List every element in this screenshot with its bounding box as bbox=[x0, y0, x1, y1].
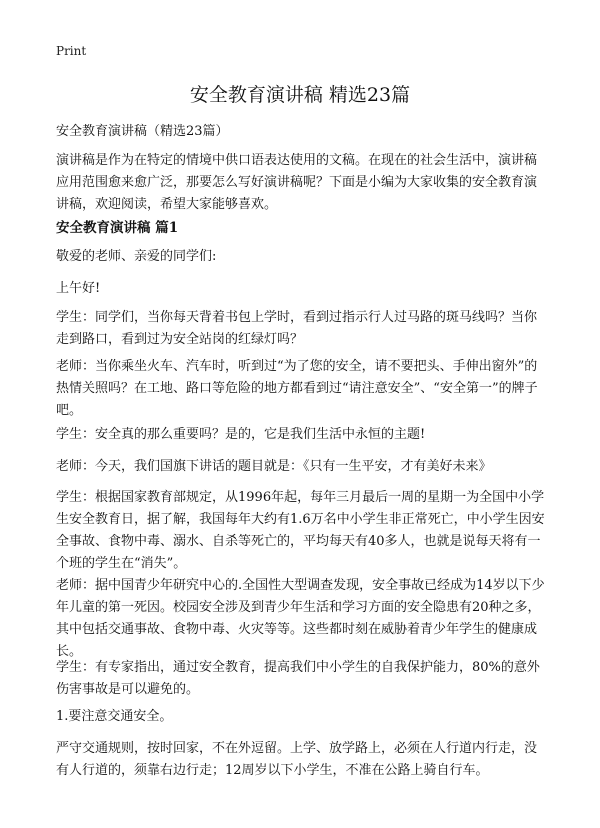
paragraph: 学生：同学们，当你每天背着书包上学时，看到过指示行人过马路的斑马线吗？当你走到路口，看到过为安全站岗的红绿灯吗？ bbox=[56, 310, 538, 347]
paragraph: 学生：安全真的那么重要吗？是的，它是我们生活中永恒的主题! bbox=[56, 427, 426, 442]
paragraph: 敬爱的老师、亲爱的同学们: bbox=[56, 249, 217, 264]
intro-paragraph: 演讲稿是作为在特定的情境中供口语表达使用的文稿。在现在的社会生活中，演讲稿应用范围愈来愈广泛，那要怎么写好演讲稿呢？下面是小编为大家收集的安全教育演讲稿，欢迎阅读，希望大家能够喜欢。 bbox=[56, 153, 538, 212]
paragraph: 老师：据中国青少年研究中心的.全国性大型调查发现，安全事故已经成为14岁以下少年儿童的第一死因。校园安全涉及到青少年生活和学习方面的安全隐患有20种之多，其中包括交通事故、食物中毒、火灾等等。这些都时刻在威胁着青少年学生的健康成长。 bbox=[56, 578, 545, 659]
paragraph: 1.要注意交通安全。 bbox=[56, 709, 173, 724]
paragraph: 学生：根据国家教育部规定，从1996年起，每年三月最后一周的星期一为全国中小学生安全教育日，据了解，我国每年大约有1.6万名中小学生非正常死亡，中小学生因安全事故、食物中毒、溺水、自杀等死亡的，平均每天有40多人，也就是说每天将有一个班的学生在“消失”。 bbox=[56, 490, 545, 571]
document-title: 安全教育演讲稿 精选23篇 bbox=[189, 84, 411, 106]
paragraph: 学生：有专家指出，通过安全教育，提高我们中小学生的自我保护能力，80%的意外伤害事故是可以避免的。 bbox=[56, 660, 540, 697]
paragraph: 严守交通规则，按时回家，不在外逗留。上学、放学路上，必须在人行道内行走，没有人行道的，须靠右边行走；12周岁以下小学生，不准在公路上骑自行车。 bbox=[56, 741, 538, 778]
section-title: 安全教育演讲稿 篇1 bbox=[56, 220, 179, 236]
print-label[interactable]: Print bbox=[56, 44, 87, 58]
document-subtitle: 安全教育演讲稿（精选23篇） bbox=[56, 124, 229, 139]
paragraph: 老师：当你乘坐火车、汽车时，听到过“为了您的安全，请不要把头、手伸出窗外”的热情关照吗？在工地、路口等危险的地方都看到过“请注意安全”、“安全第一”的牌子吧。 bbox=[56, 359, 538, 418]
paragraph: 上午好! bbox=[56, 281, 101, 296]
paragraph: 老师：今天，我们国旗下讲话的题目就是：《只有一生平安，才有美好未来》 bbox=[56, 459, 492, 474]
